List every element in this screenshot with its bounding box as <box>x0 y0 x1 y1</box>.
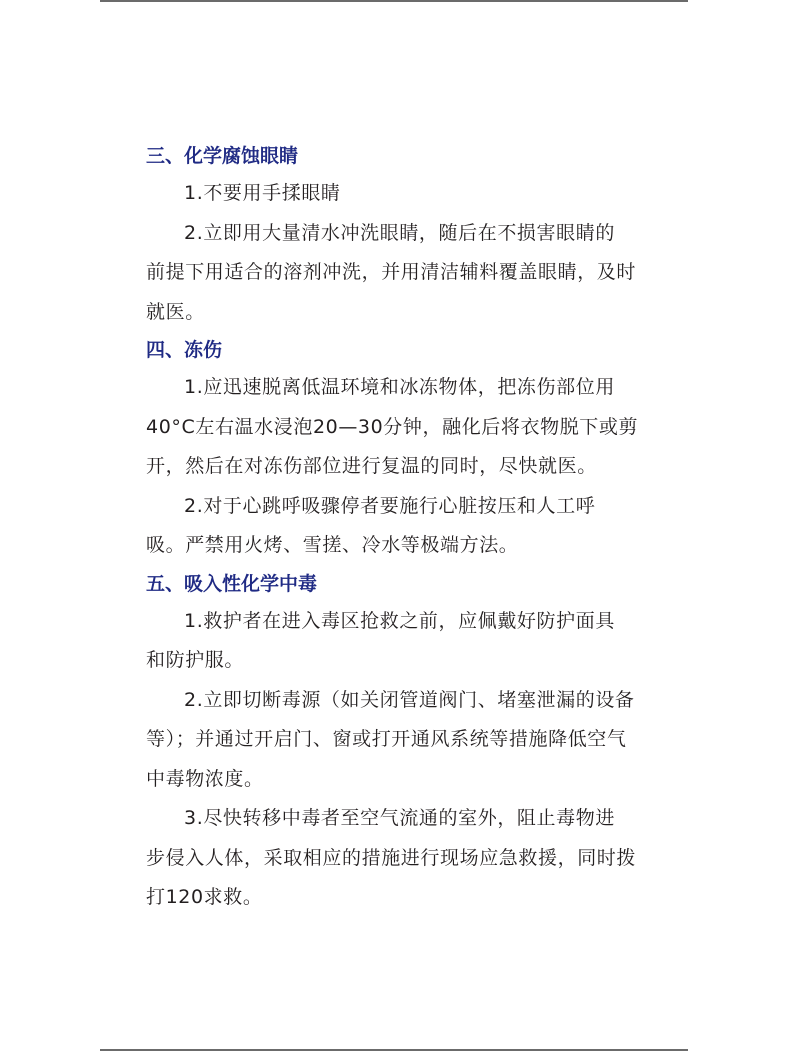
document-body <box>146 138 658 918</box>
text-line: 2.立即用大量清水冲洗眼睛，随后在不损害眼睛的 <box>184 221 615 244</box>
text-line: 开，然后在对冻伤部位进行复温的同时，尽快就医。 <box>146 455 597 477</box>
text-line: 就医。 <box>146 300 205 323</box>
text-line: 3.尽快转移中毒者至空气流通的室外，阻止毒物进 <box>184 807 615 829</box>
text-line: 前提下用适合的溶剂冲洗，并用清洁辅料覆盖眼睛，及时 <box>146 261 637 283</box>
top-rule <box>100 0 688 2</box>
section-heading: 三、化学腐蚀眼睛 <box>146 145 299 167</box>
text-line: 中毒物浓度。 <box>146 767 264 790</box>
paragraph <box>146 681 658 800</box>
text-line: 1.应迅速脱离低温环境和冰冻物体，把冻伤部位用 <box>184 376 615 398</box>
paragraph <box>146 487 658 566</box>
text-line: 2.立即切断毒源（如关闭管道阀门、堵塞泄漏的设备 <box>184 688 635 711</box>
paragraph <box>146 602 658 681</box>
bottom-rule <box>100 1049 688 1051</box>
paragraph <box>146 174 658 214</box>
text-line: 吸。严禁用火烤、雪搓、冷水等极端方法。 <box>146 534 519 556</box>
text-line: 等）；并通过开启门、窗或打开通风系统等措施降低空气 <box>146 728 627 750</box>
text-line: 1.不要用手揉眼睛 <box>184 182 341 204</box>
paragraph <box>146 214 658 333</box>
paragraph <box>146 799 658 918</box>
text-line: 步侵入人体，采取相应的措施进行现场应急救援，同时拨 <box>146 846 637 869</box>
text-line: 和防护服。 <box>146 649 245 671</box>
paragraph <box>146 368 658 487</box>
section-heading: 五、吸入性化学中毒 <box>146 572 318 595</box>
section-heading: 四、冻伤 <box>146 339 223 361</box>
text-line: 1.救护者在进入毒区抢救之前，应佩戴好防护面具 <box>184 609 615 632</box>
text-line: 2.对于心跳呼吸骤停者要施行心脏按压和人工呼 <box>184 494 596 517</box>
text-line: 打120求救。 <box>146 886 263 908</box>
text-line: 40°C左右温水浸泡20—30分钟，融化后将衣物脱下或剪 <box>146 415 639 438</box>
